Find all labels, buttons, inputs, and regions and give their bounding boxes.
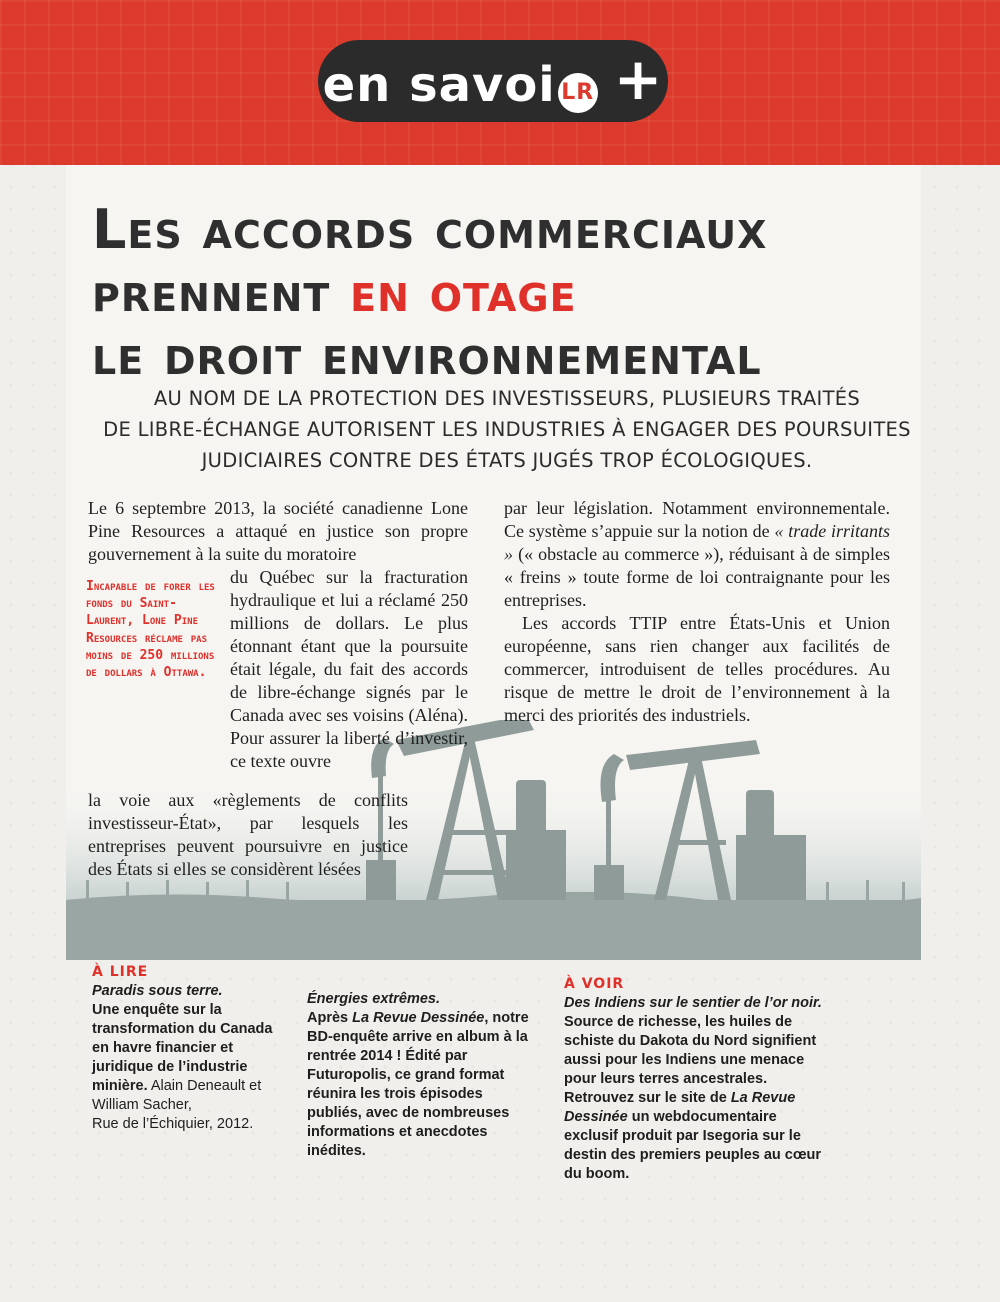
energies-extremes-box (307, 990, 537, 1161)
energies-text (307, 1010, 529, 1159)
headline-line-2-text: prennent (92, 261, 351, 324)
a-voir-label: À VOIR (564, 976, 625, 992)
lr-logo-icon (558, 73, 598, 113)
headline-line-3: le droit environnemental (92, 324, 762, 387)
article-col2-p1 (504, 497, 890, 612)
article-headline (92, 198, 922, 387)
article-col1-top: Le 6 septembre 2013, la société canadienne Lone Pine Resources a attaqué en justice son propre gouvernement à la suite du moratoire (88, 498, 468, 564)
article-col1-mid: du Québec sur la fracturation hydraulique et lui a réclamé 250 millions de dollars. Le plus étonnant étant que la poursuite était légale, du fait des accords de libre-échange signés par le Canada avec ses voisins (Aléna). Pour assurer la liberté d’investir, ce texte ouvre (230, 567, 468, 771)
a-lire-label: À LIRE (92, 964, 149, 980)
pull-quote: Incapable de forer les fonds du Saint-Laurent, Lone Pine Resources réclame pas moins de 250 millions de dollars à Ottawa. (86, 579, 215, 681)
a-voir-text-b: un webdocumentaire exclusif produit par Isegoria sur le destin des premiers peuples au cœur du boom. (564, 1109, 822, 1182)
a-voir-text-italic: La Revue Dessinée (564, 1090, 796, 1125)
standfirst-line-1: AU NOM DE LA PROTECTION DES INVESTISSEURS, PLUSIEURS TRAITÉS (153, 387, 861, 410)
col2-p1-italic: « trade irritants » (504, 521, 890, 564)
standfirst-line-3: JUDICIAIRES CONTRE DES ÉTATS JUGÉS TROP ÉCOLOGIQUES. (201, 449, 813, 472)
col2-p1-text-a: par leur législation. Notamment environnementale. Ce système s’appuie sur la notion de (504, 498, 890, 541)
lr-logo-letters: LR (561, 80, 595, 105)
article-col2 (504, 497, 890, 727)
a-voir-title: Des Indiens sur le sentier de l’or noir. (564, 995, 822, 1011)
section-label-plus: + (613, 45, 664, 113)
headline-highlight: en otage (350, 261, 577, 324)
headline-line-2 (92, 261, 922, 324)
standfirst-line-2: DE LIBRE-ÉCHANGE AUTORISENT LES INDUSTRIES À ENGAGER DES POURSUITES (103, 418, 911, 441)
energies-title: Énergies extrêmes. (307, 991, 440, 1007)
a-lire-box (92, 963, 282, 1134)
article-col1-bottom: la voie aux «règlements de conflits investisseur-État», par lesquels les entreprises peuvent poursuivre en justice des États si elles se considèrent lésées (88, 790, 408, 879)
energies-text-italic: La Revue Dessinée (352, 1010, 485, 1026)
headline-line-1: Les accords commerciaux (92, 198, 768, 261)
article-standfirst (92, 383, 922, 476)
a-lire-publisher: Rue de l’Échiquier, 2012. (92, 1116, 254, 1132)
section-label (323, 47, 664, 115)
section-badge (318, 40, 668, 122)
a-voir-text-a: Source de richesse, les huiles de schiste du Dakota du Nord signifient aussi pour les Indiens une menace pour leurs terres ancestrales. Retrouvez sur le site de (564, 1014, 817, 1106)
energies-text-a: Après (307, 1010, 353, 1026)
section-label-prefix: en savoi (322, 57, 556, 113)
a-lire-description: Une enquête sur la transformation du Canada en havre financier et juridique de l’industrie minière. (92, 1002, 273, 1094)
a-lire-authors: Alain Deneault et William Sacher, (92, 1078, 262, 1113)
col2-p1-text-b: (« obstacle au commerce »), réduisant à de simples « freins » toute forme de loi contraignante pour les entreprises. (504, 544, 890, 610)
energies-text-b: , notre BD-enquête arrive en album à la rentrée 2014 ! Édité par Futuropolis, ce grand format réunira les trois épisodes publiés, avec de nombreuses informations et anecdotes inédites. (307, 1010, 529, 1159)
a-voir-text (564, 1014, 821, 1182)
a-lire-title: Paradis sous terre. (92, 983, 223, 999)
article-col2-p2: Les accords TTIP entre États-Unis et Union européenne, sans rien changer aux facilités de commercer, introduisent de telles procédures. Au risque de mettre le droit de l’environnement à la merci des priorités des industriels. (504, 613, 890, 725)
a-voir-box (564, 975, 824, 1184)
